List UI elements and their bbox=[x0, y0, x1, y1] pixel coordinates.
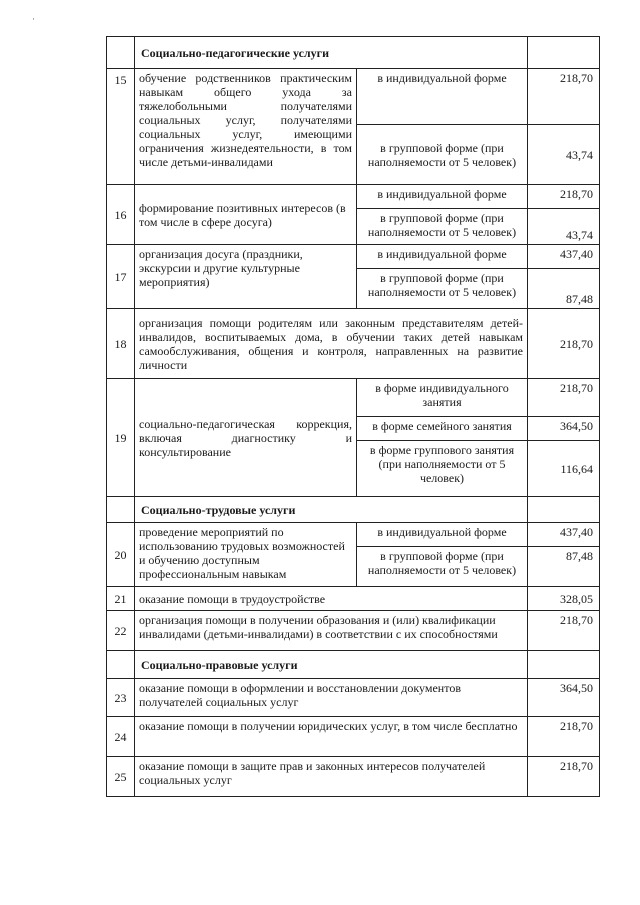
service-form: в индивидуальной форме bbox=[357, 185, 528, 209]
section-title: Социально-педагогические услуги bbox=[135, 37, 528, 69]
service-price: 218,70 bbox=[528, 757, 600, 797]
table-row bbox=[107, 185, 600, 209]
service-form: в индивидуальной форме bbox=[357, 523, 528, 547]
table-row bbox=[107, 587, 600, 611]
service-price: 87,48 bbox=[528, 547, 600, 587]
service-form: в индивидуальной форме bbox=[357, 69, 528, 125]
section-row bbox=[107, 37, 600, 69]
section-price-cell bbox=[528, 651, 600, 679]
service-form: в форме семейного занятия bbox=[357, 417, 528, 441]
table-row bbox=[107, 69, 600, 125]
service-price: 43,74 bbox=[528, 209, 600, 245]
service-form: в индивидуальной форме bbox=[357, 245, 528, 269]
section-num-cell bbox=[107, 497, 135, 523]
row-number: 20 bbox=[107, 523, 135, 587]
service-description: оказание помощи в трудоустройстве bbox=[135, 587, 528, 611]
row-number: 24 bbox=[107, 717, 135, 757]
row-number: 21 bbox=[107, 587, 135, 611]
service-price: 87,48 bbox=[528, 269, 600, 309]
service-form: в групповой форме (при наполняемости от 5 человек) bbox=[357, 269, 528, 309]
service-price: 218,70 bbox=[528, 717, 600, 757]
row-number: 18 bbox=[107, 309, 135, 379]
section-num-cell bbox=[107, 651, 135, 679]
section-row bbox=[107, 651, 600, 679]
table-row bbox=[107, 679, 600, 717]
service-description: организация помощи родителям или законным представителям детей-инвалидов, воспитываемых дома, в обучении таких детей навыкам самообслуживания, общения и контроля, направленных на развитие личности bbox=[135, 309, 528, 379]
section-price-cell bbox=[528, 497, 600, 523]
table-row bbox=[107, 309, 600, 379]
service-description: организация помощи в получении образования и (или) квалификации инвалидами (детьми-инвалидами) в соответствии с их способностями bbox=[135, 611, 528, 651]
service-form: в групповой форме (при наполняемости от 5 человек) bbox=[357, 125, 528, 185]
section-num-cell bbox=[107, 37, 135, 69]
corner-mark: · bbox=[32, 14, 35, 24]
service-price: 218,70 bbox=[528, 185, 600, 209]
service-price: 218,70 bbox=[528, 69, 600, 125]
row-number: 23 bbox=[107, 679, 135, 717]
table-row bbox=[107, 717, 600, 757]
service-price: 218,70 bbox=[528, 309, 600, 379]
service-description: формирование позитивных интересов (в том числе в сфере досуга) bbox=[135, 185, 357, 245]
section-row bbox=[107, 497, 600, 523]
row-number: 22 bbox=[107, 611, 135, 651]
row-number: 17 bbox=[107, 245, 135, 309]
service-description: обучение родственников практическим навыкам общего ухода за тяжелобольными получателями социальных услуг, получателями социальных услуг, имеющими ограничения жизнедеятельности, в том числе детьми-инвалидами bbox=[135, 69, 357, 185]
service-description: организация досуга (праздники, экскурсии и другие культурные мероприятия) bbox=[135, 245, 357, 309]
service-price: 437,40 bbox=[528, 523, 600, 547]
row-number: 15 bbox=[107, 69, 135, 185]
section-title: Социально-правовые услуги bbox=[135, 651, 528, 679]
service-description: проведение мероприятий по использованию трудовых возможностей и обучению доступным профессиональным навыкам bbox=[135, 523, 357, 587]
service-price: 364,50 bbox=[528, 679, 600, 717]
service-price: 218,70 bbox=[528, 611, 600, 651]
table-row bbox=[107, 757, 600, 797]
service-price: 437,40 bbox=[528, 245, 600, 269]
row-number: 25 bbox=[107, 757, 135, 797]
service-price: 218,70 bbox=[528, 379, 600, 417]
service-price: 364,50 bbox=[528, 417, 600, 441]
service-price: 116,64 bbox=[528, 441, 600, 497]
service-description: оказание помощи в получении юридических услуг, в том числе бесплатно bbox=[135, 717, 528, 757]
table-row bbox=[107, 611, 600, 651]
service-price: 328,05 bbox=[528, 587, 600, 611]
service-form: в форме индивидуального занятия bbox=[357, 379, 528, 417]
section-price-cell bbox=[528, 37, 600, 69]
row-number: 19 bbox=[107, 379, 135, 497]
service-description: оказание помощи в оформлении и восстановлении документов получателей социальных услуг bbox=[135, 679, 528, 717]
table-row bbox=[107, 523, 600, 547]
service-form: в форме группового занятия (при наполняемости от 5 человек) bbox=[357, 441, 528, 497]
service-form: в групповой форме (при наполняемости от 5 человек) bbox=[357, 209, 528, 245]
table-row bbox=[107, 245, 600, 269]
service-form: в групповой форме (при наполняемости от 5 человек) bbox=[357, 547, 528, 587]
service-description: оказание помощи в защите прав и законных интересов получателей социальных услуг bbox=[135, 757, 528, 797]
section-title: Социально-трудовые услуги bbox=[135, 497, 528, 523]
service-description: социально-педагогическая коррекция, включая диагностику и консультирование bbox=[135, 379, 357, 497]
row-number: 16 bbox=[107, 185, 135, 245]
services-price-table bbox=[106, 36, 600, 797]
service-price: 43,74 bbox=[528, 125, 600, 185]
table-row bbox=[107, 379, 600, 417]
